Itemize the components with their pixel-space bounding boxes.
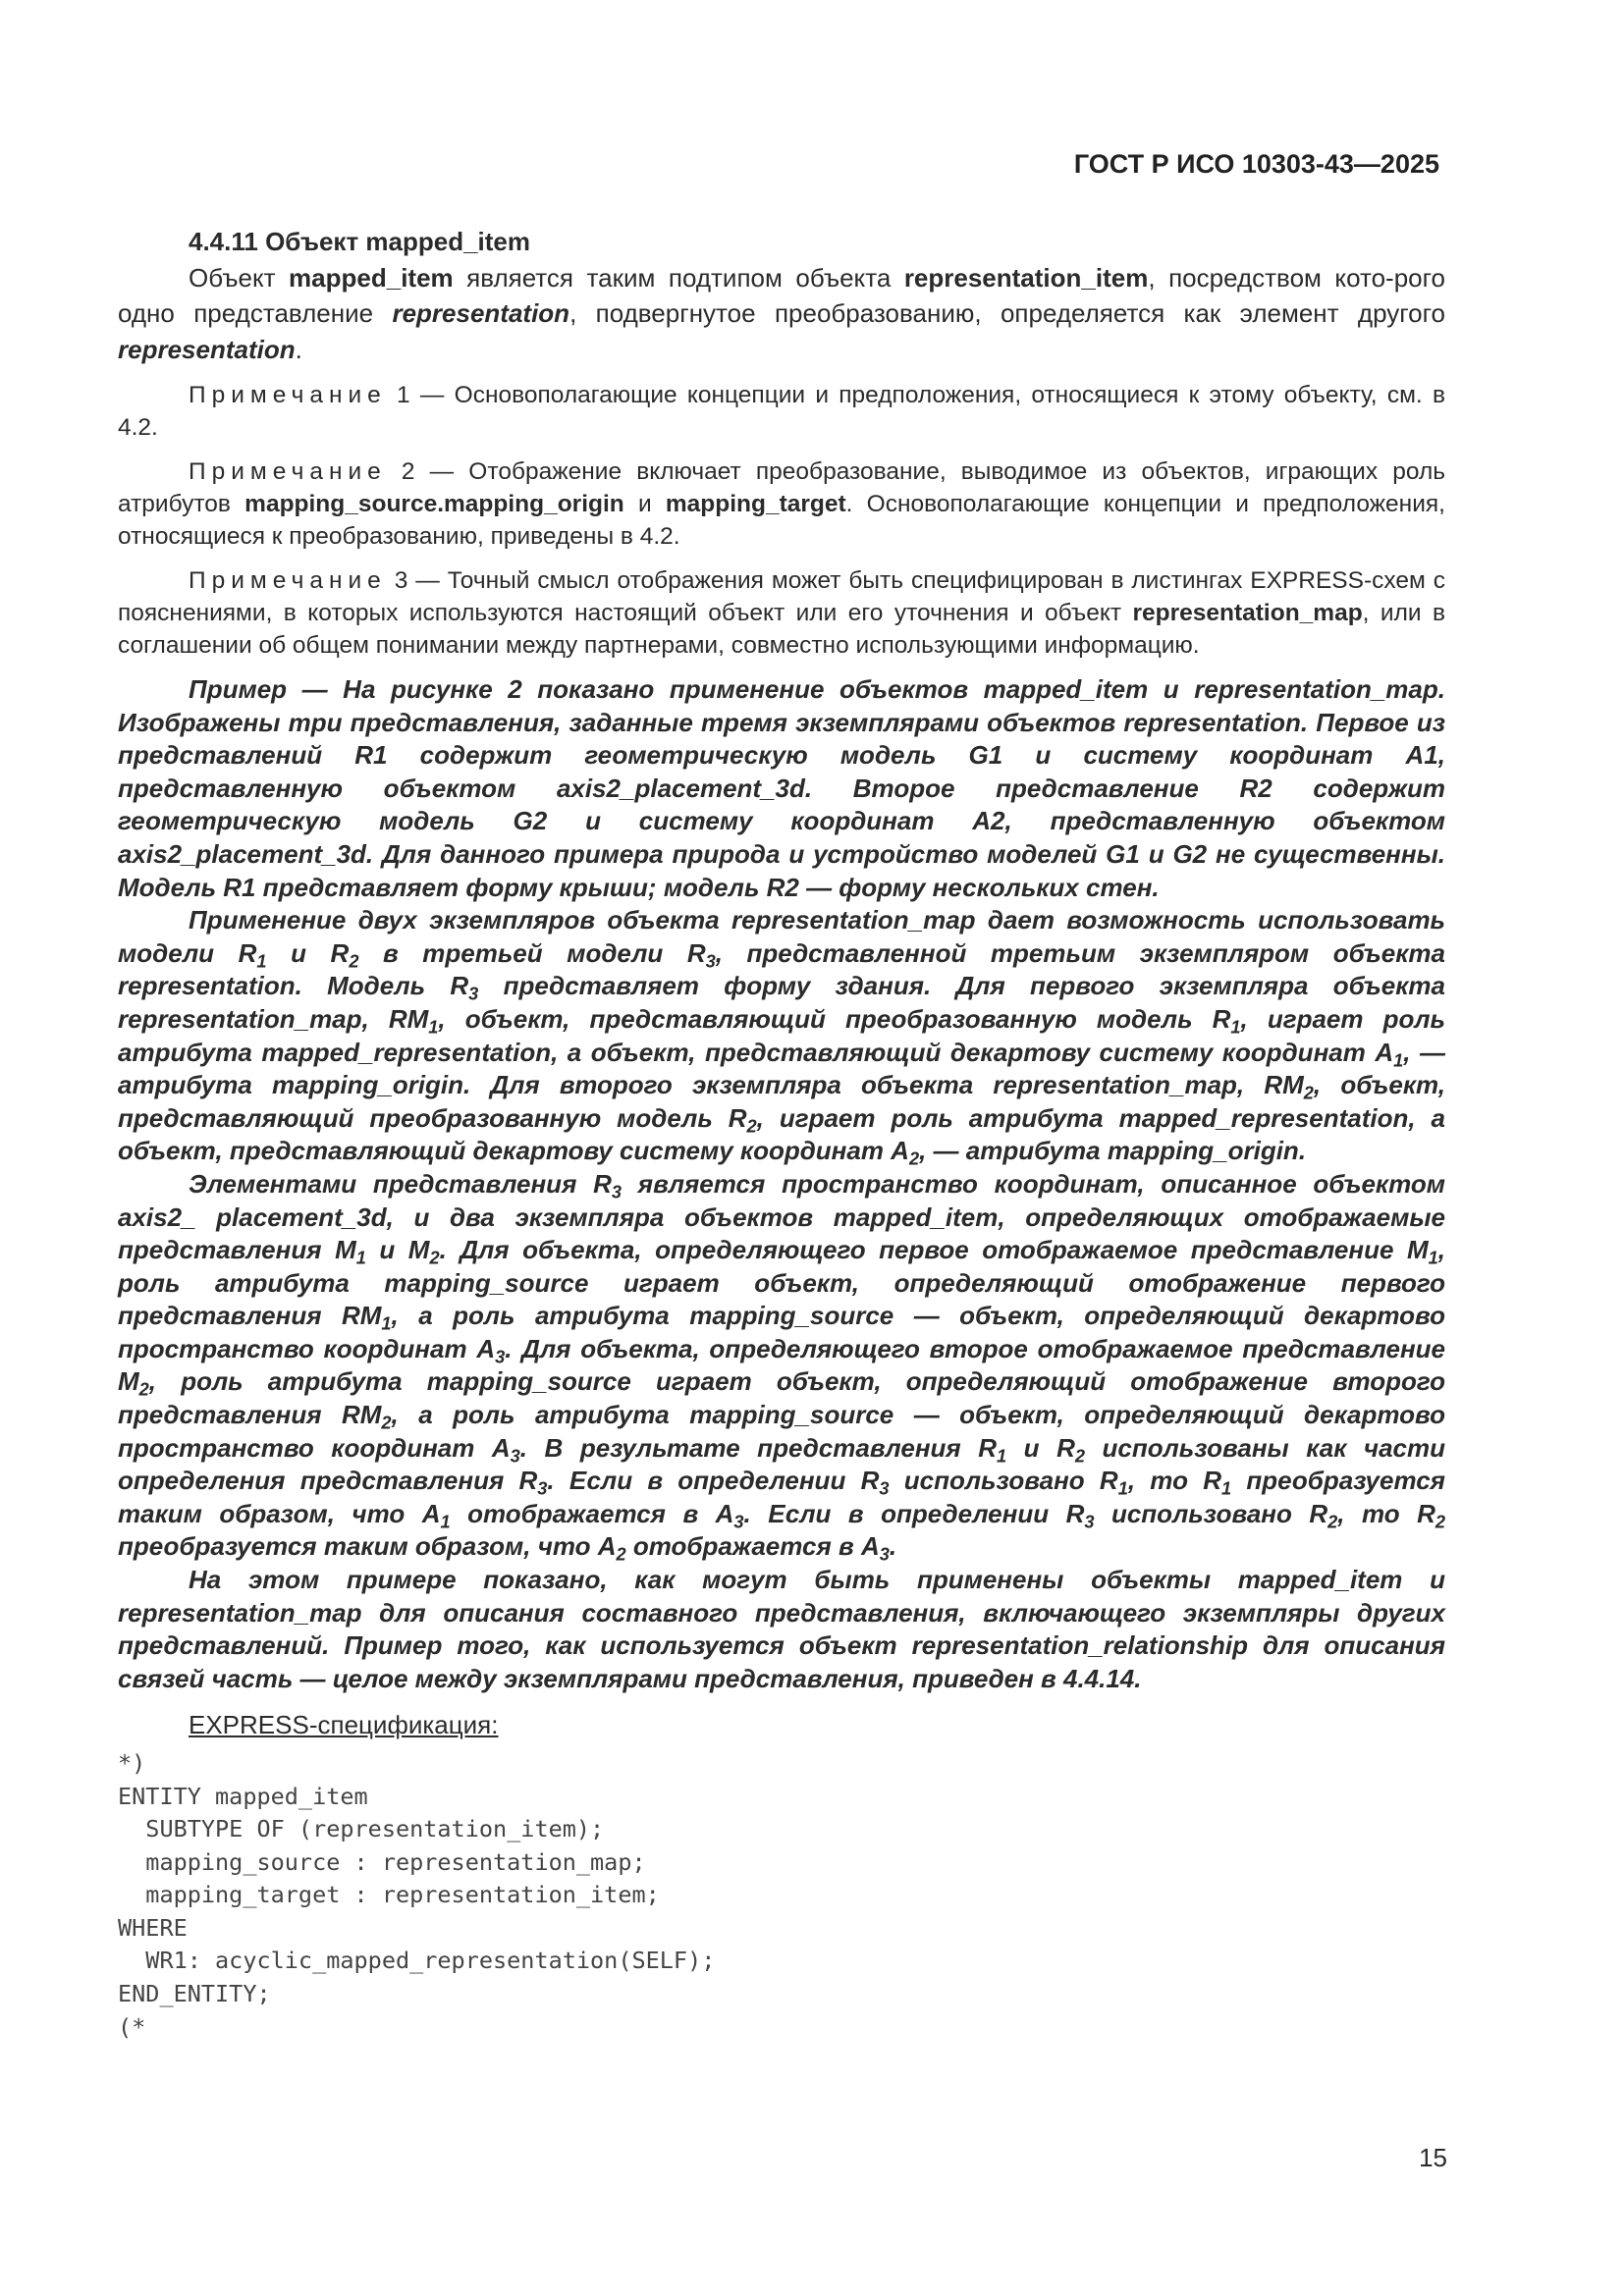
note-1: Примечание 1 — Основополагающие концепции и предположения, относящиеся к этому объекту, см. в 4.2. [118, 382, 1445, 441]
example-paragraph-1: Пример — На рисунке 2 показано применение объектов mapped_item и representation_map. Изображены три представления, заданные тремя экземплярами объектов representation. Первое из представлений R1 содержит геометрическую модель G1 и систему координат A1, представленную объектом axis2_placement_3d. Второе представление R2 содержит геометрическую модель G2 и систему координат A2, представленную объектом axis2_placement_3d. Для данного примера природа и устройство моделей G1 и G2 не существенны. Модель R1 представляет форму крыши; модель R2 — форму нескольких стен. [118, 674, 1445, 902]
example-paragraph-2: Применение двух экземпляров объекта representation_map дает возможность использовать модели $R_1$ и $R_2$ в третьей модели $R_3$, представленной третьим экземпляром объекта representation. Модель $R_3$ представляет форму здания. Для первого экземпляра объекта representation_map, $RM_1$, объект, представляющий преобразованную модель $R_1$, играет роль атрибута mapped_representation, а объект, представляющий декартову систему координат $A_1$, — атрибута mapping_origin. Для второго экземпляра объекта representation_map, $RM_2$, объект, представляющий преобразованную модель $R_2$, играет роль атрибута mapped_representation, а объект, представляющий декартову систему координат $A_2$, — атрибута mapping_origin. [118, 905, 1446, 1169]
express-code: *) ENTITY mapped_item SUBTYPE OF (representation_item); mapping_source : representation_map; mapping_target : representation_item; WHERE WR1: acyclic_mapped_representation(SELF); END_ENTITY; (* [118, 1748, 716, 2041]
note-3: Примечание 3 — Точный смысл отображения может быть специфицирован в листингах EXPRESS-схем с пояснениями, в которых используются настоящий объект или его уточнения и объект representation_map, или в соглашении об общем понимании между партнерами, совместно использующими информацию. [118, 567, 1446, 659]
express-heading: EXPRESS-спецификация: [189, 1710, 499, 1740]
page-number: 15 [1419, 2143, 1447, 2172]
document-body [118, 224, 1445, 2044]
document-header: ГОСТ Р ИСО 10303-43—2025 [1073, 149, 1439, 179]
note-label: Примечание [189, 382, 387, 408]
example-paragraph-3: Элементами представления $R_3$ является пространство координат, описанное объектом axis2_ placement_3d, и два экземпляра объектов mapped_item, определяющих отображаемые представления $M_1$ и $M_2$. Для объекта, определяющего первое отображаемое представление $M_1$, роль атрибута mapping_source играет объект, определяющий отображение первого представления $RM_1$, а роль атрибута mapping_source — объект, определяющий декартово пространство координат $A_3$. Для объекта, определяющего второе отображаемое представление $M_2$, роль атрибута mapping_source играет объект, определяющий отображение второго представления $RM_2$, а роль атрибута mapping_source — объект, определяющий декартово пространство координат $A_3$. В результате представления $R_1$ и $R_2$ использованы как части определения представления $R_3$. Если в определении $R_3$ использовано $R_1$, то $R_1$ преобразуется таким образом, что $A_1$ отображается в $A_3$. Если в определении $R_3$ использовано $R_2$, то $R_2$ преобразуется таким образом, что $A_2$ отображается в $A_3$. [118, 1168, 1445, 1565]
section-title: 4.4.11 Объект mapped_item [189, 227, 531, 256]
note-2: Примечание 2 — Отображение включает преобразование, выводимое из объектов, играющих роль атрибутов mapping_source.mapping_origin и mapping_target. Основополагающие концепции и предположения, относящиеся к преобразованию, приведены в 4.2. [118, 458, 1445, 550]
section-intro: Объект mapped_item является таким подтипом объекта representation_item, посредством кото-рого одно представление representation, подвергнутое преобразованию, определяется как элемент другого representation. [118, 262, 1445, 364]
note-label: Примечание [189, 458, 387, 485]
example-paragraph-4: На этом примере показано, как могут быть применены объекты mapped_item и representation_map для описания составного представления, включающего экземпляры других представлений. Пример того, как используется объект representation_relationship для описания связей часть — целое между экземплярами представления, приведен в 4.4.14. [118, 1565, 1445, 1693]
note-label: Примечание [189, 567, 387, 594]
